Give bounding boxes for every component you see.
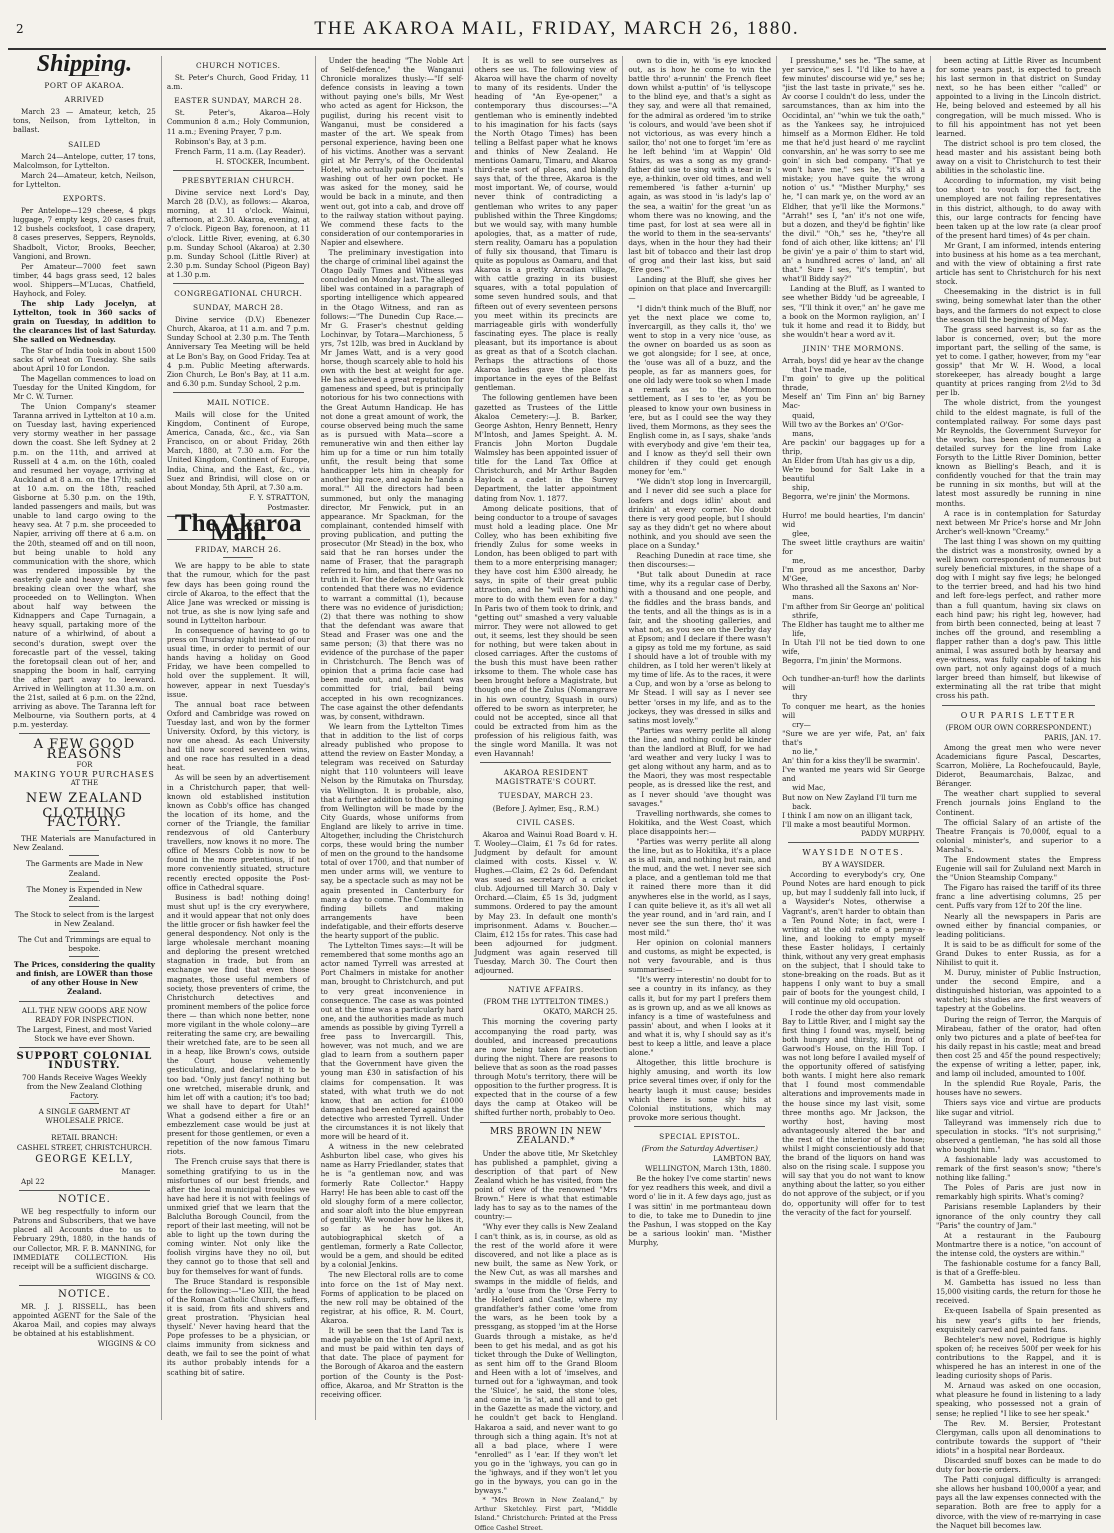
article-paragraph: The Bruce Standard is responsible for the following:—"Leo XIII, the head of the Roman Catholic Church, suffers, it is said, from fits and shivers and great prostration. 'Physician heal thyself.' Never having heard that the Pope professes to be a physician, or claims immunity from sickness and death, we fail to see the point of what its author probably intends for a scathing bit of satire. bbox=[166, 1276, 310, 1377]
notice-title: NOTICE. bbox=[58, 1288, 111, 1300]
poem-line: ship, bbox=[792, 483, 810, 493]
poem-line: mans. bbox=[792, 592, 814, 602]
column-6 bbox=[777, 56, 931, 1420]
sub-heading: (FROM OUR OWN CORRESPONDENT.) bbox=[945, 722, 1092, 732]
ad-reason: THE Materials are Manufactured in New Zealand. bbox=[13, 834, 156, 853]
article-paragraph: It will be seen that the Land Tax is made payable on the 1st of April next, and must be paid within ten days of that date. The place of payment for the Borough of Akaroa and the eastern portion of the County is the Post-office, Akaroa, and Mr Stratton is the receiving officer. bbox=[320, 1326, 464, 1399]
notice-text: WE beg respectfully to inform our Patrons and Subscribers, that we have placed all Accounts due to us to February 29th, 1880, in the hands of our Collector, MR. F. B. MANNING, for IMMEDIATE COLLECTION. His receipt will be a sufficient discharge. bbox=[13, 1207, 156, 1271]
flag-box bbox=[167, 510, 310, 547]
sub-heading: CIVIL CASES. bbox=[516, 817, 576, 827]
article-paragraph: It is said to be as difficult for some of the Grand Dukes to enter Russia, as for a Nihilist to quit it. bbox=[935, 939, 1101, 967]
poem-line: I'm proud as me ancesthor, Darby M'Gee, bbox=[782, 565, 925, 584]
article-paragraph: Bechteler's new novel, Rodrigue is highly spoken of; he receives 500f per week for his contributions to the Rappel, and it is whispered he has an interest in one of the leading curiosity shops of Paris. bbox=[935, 1334, 1101, 1381]
article-paragraph: We are happy to be able to state that the rumour, which for the past few days has been going round the circle of Akaroa, to the effect that the Alice Jane was wrecked or missing is not true, as she is now lying safe and sound in Lyttelton harbour. bbox=[166, 561, 310, 625]
article-paragraph: Among delicate positions, that of being conductor to a troupe of savages must hold a leading place. One Mr Colley, who has been exhibiting five friendly Zulus for some weeks in London, has been obliged to part with them to a more enterprising manager; they have cost him £300 already, he says, in spite of their great public attraction, and he "will have nothing more to do with them even for a day." In Paris two of them took to drink, and "getting out" smashed a very valuable mirror. They were not allowed to get out, it seems, lest they should be seen for nothing, but were taken about in closed carriages. After the customs of the bush this must have been rather irksome to them. The whole case has been brought before a Magistrate, but though one of the Zulus (Nomangrave in his own country, Squash in ours) offered to be sworn as interpreter, he could not be accepted, since all that could be extracted from him as the profession of his religious faith, was the single word Manilla. It was not even Havannah! bbox=[474, 503, 618, 759]
column-1 bbox=[8, 51, 162, 1420]
article-paragraph: The following gentlemen have been gazetted as Trustees of the Little Akaloa Cemetery:—J. B. Barker, George Ashton, Henry Bennett, Henry M'Intosh, and James Speight. A. M. Francis John Morton Dugdale Walmsley has been appointed issuer of title for the Land Tax Office at Christchurch, and Mr Arthur Bagden Haylock a cadet in the Survey Department, the latter appointment dating from Nov. 1. 1877. bbox=[474, 393, 618, 503]
article-paragraph: "Parties was werry perlite all along the line, and nothing could be kinder than the landlord at Bluff, for we had 'ard weather and very lucky I was to get along without any harm, and as to the Maori, they was most respectable people, as is dressed like the rest, and as I never should 'ave thought was savages." bbox=[628, 725, 772, 808]
divider bbox=[942, 705, 1095, 706]
ad-reason: The Cut and Trimmings are equal to bespoke. bbox=[18, 934, 151, 954]
ad-reason: The Garments are Made in New Zealand. bbox=[25, 859, 143, 878]
divider bbox=[19, 1001, 150, 1002]
article-paragraph: been acting at Little River as Incumbent for some years past, is expected to preach his last sermon in that district on Sunday next, so he has been either "called" or appointed to a living in the Lincoln district. He, being beloved and esteemed by all his congregation, will be much missed. Who is to fill his appointment has not yet been learned. bbox=[935, 56, 1101, 138]
byline: BY A WAYSIDER. bbox=[822, 860, 885, 870]
article-paragraph: The weather chart supplied to several French journals joins England to the Continent. bbox=[935, 789, 1101, 817]
divider bbox=[69, 855, 99, 856]
ad-line: AT THE bbox=[70, 778, 99, 787]
section-heading: MAIL NOTICE. bbox=[206, 397, 270, 407]
article-paragraph: Landing at the Bluff, as I wanted to see whether Biddy 'ud be agreeable, I ses, "I'll think it over," an' he gave me a book on the Mormon rayligion, an' I tuk it home and read it to Biddy, but she wouldn't hear a word av it. bbox=[782, 284, 925, 339]
article-paragraph: "But talk about Dunedin at race time, why its a regular case of Derby, with a thousand and one people, and the fiddles and the brass bands, and the tents, and all the things as is in a fair, and the shooting galleries, and what not, as you see on the Derby day at Epsom; and I declare if there wasn't a gipsy as told me my fortune, as said I should have a lot of trouble with my children, as I told her weren't likely at my time of life. As to the races, it were a Cup, and won by a 'orse as belong to Mr Stead. I will say as I never see better 'orses in my life, and as to the jockeys, they was dressed in silks and satins most lovely." bbox=[628, 570, 772, 725]
poem-line: The Eldher has taught me to alther me bbox=[782, 619, 924, 629]
poem-line: back. bbox=[792, 801, 812, 811]
article-paragraph: The Rev. M. Bersier, Protestant Clergyman, calls upon all denominations to contribute towards the support of "their idiots" in a hospital near Bordeaux. bbox=[935, 1418, 1101, 1455]
poem-line: I'm afther from Sir George an' political bbox=[782, 601, 925, 611]
article-paragraph: M. Arnaud was asked on one occasion, what pleasure he found in listening to a lady speaking, who possessed not a grain of sense; he replied "I like to see her speak." bbox=[935, 1381, 1101, 1418]
poem-line: glee, bbox=[792, 528, 810, 538]
ad-line: CLOTHING FACTORY. bbox=[42, 806, 127, 831]
divider bbox=[788, 842, 919, 843]
article-paragraph: Under the above title, Mr Sketchley has published a pamphlet, giving a description of that part of New Zealand which he has visited, from the point of view of the renowned "Mrs Brown." Here is what that estimable lady has to say as to the names of the country:— bbox=[474, 1148, 618, 1222]
column-7 bbox=[931, 56, 1106, 1530]
divider bbox=[19, 733, 150, 734]
sub-heading: TUESDAY, MARCH 23. bbox=[498, 791, 594, 801]
article-paragraph: The Poles of Paris are just now in remarkably high spirits. What's coming? bbox=[935, 1183, 1101, 1202]
poem-line: "Sure we are yer wife, Pat, an' faix that's bbox=[782, 728, 925, 747]
article-paragraph: The district school is pro tem closed, the head master and his assistant being both away on a visit to Christchurch to test their abilities in the scholastic line. bbox=[935, 138, 1101, 176]
notice-text: Robinson's Bay, at 3 p.m. bbox=[174, 136, 267, 146]
notice-signature: WIGGINS & CO bbox=[97, 1339, 156, 1349]
article-paragraph: The grass seed harvest is, so far as the labor is concerned, over; but the more important part, the selling of the same, is yet to come. I gather, however, from my "ear gossip" that Mr W. H. Wood, a local storekeeper, has already bought a large quantity at prices ranging from 2½d to 3d per lb. bbox=[935, 324, 1101, 398]
ad-retail: RETAIL BRANCH: bbox=[51, 1132, 118, 1142]
poem-line: wid Mac, bbox=[792, 783, 826, 793]
article-paragraph: Talleyrand was immensely rich due to speculation in stocks. "It's not surprising," observed a gentleman, "he has sold all those who bought him." bbox=[935, 1117, 1101, 1154]
poem-line: Will two av the Borkes an' O'Gor- bbox=[782, 419, 904, 429]
poem-line: An' thin for a kiss they'll be swarmin'. bbox=[782, 756, 920, 766]
article-paragraph: own to die in, with 'is eye knocked out, as is how he come to win the battle thro' a-runnin' the French fleet down whilst a-puttin' of 'is tellyscope to the blind eye, and that's a sight as they say, and were all that remained, for the admiral as ordered 'im to strike 'is colours, and would 'ave been shot if not victorious, as was every hinch a sailor, tho' not one to forget 'im 'ere as he left behind 'im at Wappin' Old Stairs, as was a song as my grand-father did use to sing with a tear in 's eye, a-thinkin, over old times, and well remembered 'is father a-turnin' up again, as was stood in 'is lady's lap o' the sea, a waitin' for the great 'un as whom there was no knowing, and the time past, for lost at sea were all in the world to them in the sea-servants' days, when in the hour they had their last bit of tobacco and their last drop of grog and their last kiss, but said 'Ere goes.'" bbox=[628, 56, 772, 275]
article-paragraph: Ex-queen Isabella of Spain presented as his new year's gifts to her friends, exquisitely carved and painted fans. bbox=[935, 1306, 1101, 1334]
news-item: The Magellan commences to load on Tuesday for the United Kingdom, for Mr C. W. Turner. bbox=[13, 373, 156, 401]
divider bbox=[69, 1103, 99, 1104]
news-item: The Star of India took in about 1500 sacks of wheat on Tuesday. She sails about April 10 for London. bbox=[13, 345, 156, 373]
poem-line: mans, bbox=[792, 428, 814, 438]
article-paragraph: The annual boat race between Oxford and Cambridge was rowed on Tuesday last, and won by the former University. Oxford, by this victory, is now one ahead. As each University had till now scored seventeen wins, and one race has resulted in a dead heat. bbox=[166, 699, 310, 773]
article-paragraph: Discarded snuff boxes can be made to do duty for box-rie orders. bbox=[935, 1455, 1101, 1475]
poem-line: Are packin' our baggages up for a thrip, bbox=[782, 437, 925, 456]
poem-line: We're bound for Salt Lake in a beautiful bbox=[782, 465, 925, 484]
article-paragraph: M. Duruy, minister of Public Instruction, under the second Empire, and a distinguished historian, was appointed to a watchet; his studies are the first weavers of tapestry at the Gobelins. bbox=[935, 968, 1101, 1014]
divider bbox=[173, 283, 304, 284]
poem-line bbox=[782, 665, 925, 674]
sub-heading: (From the Saturday Advertiser.) bbox=[641, 1143, 758, 1153]
dateline: PARIS, JAN. 17. bbox=[1044, 732, 1101, 742]
page-number: 2 bbox=[16, 22, 24, 36]
notice-text: St. Peter's, Akaroa—Holy Communion 8 a.m.; Holy Communion, 11 a.m.; Evening Prayer, 7 p.m. bbox=[166, 108, 310, 136]
article-paragraph: The Patti conjugal difficulty is arranged: she allows her husband 100,000f a year, and pays all the law expenses connected with the separation. Both are free to apply for a divorce, with the view of re-marrying in case the Naquet bill becomes law. bbox=[935, 1475, 1101, 1530]
article-paragraph: Reaching Dunedin at race time, she then discourses:— bbox=[628, 551, 772, 570]
divider bbox=[69, 830, 99, 831]
sub-heading: EASTER SUNDAY, MARCH 28. bbox=[174, 96, 303, 106]
article-paragraph: We learn from the Lyttelton Times that in addition to the list of corps already published who propose to attend the review on Easter Monday, a telegram was received on Saturday night that 110 volunteers will leave Nelson by the Rimutaka on Thursday, via Wellington. It is probable, also, that a further addition to those coming from Wellington will be made by the City Guards, whose uniforms from England are likely to arrive in time. Altogether, including the Christchurch corps, these would bring the number of men on the ground to the handsome total of over 1700, and that number of men under arms will, we venture to say, be a spectacle such as may not be again presented in Canterbury for many a day to come. The Committee in finding billets and making arrangements have been indefatigable, and their efforts deserve the hearty support of the public. bbox=[320, 721, 464, 940]
article-paragraph: A race is in contemplation for Saturday next between Mr Price's horse and Mr John Archer's well-known "Creamy." bbox=[935, 508, 1101, 536]
notice-text: Divine service next Lord's Day, March 28 (D.V.), as follows:— Akaroa, morning, at 11 o'clock. Wainui, afternoon, at 2.30. Akaroa, evening, at 7 o'clock. Pigeon Bay, forenoon, at 11 o'clock. Little River, evening, at 6.30 p.m. Sunday School (Akaroa) at 2.30 p.m. Sunday School (Little River) at 2.30 p.m. Sunday School (Pigeon Bay) at 1.30 p.m. bbox=[166, 188, 310, 279]
article-paragraph: Akaroa and Wainui Road Board v. H. T. Wooley—Claim, £1 7s 6d for rates. Judgment by default for amount claimed with costs. Kissel v. W. Hughes.—Claim, £2 2s 6d. Defendant was sued as secretary of a cricket club. Adjourned till March 30. Daly v Orchard.—Claim, £5 1s 3d, judgment summons. Ordered to pay the amount by May 23. In default one month's imprisonment. Adams v. Boucher.—Claim, £12 15s for rates. This case had been adjourned for judgment. Judgment was again reserved till Tuesday, March 30. The Court then adjourned. bbox=[474, 829, 618, 976]
dateline: OKATO, MARCH 25. bbox=[543, 1007, 618, 1017]
column-2 bbox=[162, 56, 316, 1420]
article-paragraph: It is as well to see ourselves as others see us. The following view of Akaroa will have the charm of novelty to many of its residents. Under the heading of "An Eye-opener," a contemporary thus discourses:—"A gentleman who is eminently indebted to his imagination for his facts (says the North Otago Times) has been telling a Belfast paper what he knows and thinks of New Zealand. He mentions Oamaru, Timaru, and Akaroa third-rate sort of places, and blandly says that, of the three, Akaroa is the most important. We, of course, would never think of contradicting a gentleman who writes to any paper published within the Three Kingdoms; but we would say, with many humble apologies, that, as a matter of rude, stern reality, Oamaru has a population of fully six thousand, that Timaru is quite as populous as Oamaru, and that Akaroa is a pretty Arcadian village, with cattle grazing in its busiest squares, with a total population of some seven hundred souls, and that fifteen out of every seventeen persons you meet within its precincts are marriageable girls with wonderfully fascinating eyes. The place is really pleasant, but its importance is about as great as that of a Scotch clachan. Perhaps the attractions of those Akaroa ladies gave the place its importance in the eyes of the Belfast gentleman. bbox=[474, 56, 618, 393]
poem-line: I'm goin' to give up the political thrade, bbox=[782, 374, 925, 393]
poem-line: The sweet little craythurs are waitin' for bbox=[782, 537, 925, 556]
ad-line: NEW ZEALAND bbox=[25, 790, 143, 806]
arrived-text: March 23 — Amateur, ketch, 25 tons, Neilson, from Lyttelton, in ballast. bbox=[13, 107, 156, 135]
arrived-label: ARRIVED bbox=[64, 95, 105, 105]
ad-goods: ALL THE NEW GOODS ARE NOW READY FOR INSPECTION. bbox=[21, 1005, 147, 1024]
divider bbox=[19, 1047, 150, 1048]
article-paragraph: According to information, my visit being too short to vouch for the fact, the unemployed are not failing representatives in this district, although, to do away with this, our large contracts for fencing have been taken up at the low rate (a clear proof of the present hard times) of 4s per chain. bbox=[935, 176, 1101, 240]
masthead-title: THE AKAROA MAIL, FRIDAY, MARCH 26, 1880. bbox=[314, 18, 800, 39]
article-paragraph: "We didn't stop long in Invercargill, and I never did see such a place for loafers and dogs idlin' about and drinkin' at every corner. No doubt there is very good people, but I should say as they didn't get no where about nothink, and you should ave seen the place on a Sunday." bbox=[628, 477, 772, 550]
poem-signature: PADDY MURPHY. bbox=[861, 828, 925, 838]
poem-line: In Utah I'll not be tied down to one wife, bbox=[782, 637, 925, 656]
section-heading: AKAROA RESIDENT MAGISTRATE'S COURT. bbox=[495, 768, 597, 787]
article-paragraph: Business is bad! nothing doing! must shut up! is the cry everywhere, and it would appear that not only does the little grocer or fish hawker feel the general despondency. Not only is the large wholesale merchant moaning and deploring the present wretched stagnation in trade, but from an exchange we find that even those magnates, those useful members of society, those preventers of crime, the Christchurch detectives and prominent members of the police force there — than which none better, none more vigilant in the whole colony—are reiterating the same cry, are bewailing their wretched fate, are to be seen all in a heap, like Brown's cows, outside the Court house vehemently gesticulating, and declaring it to be too bad. "Only just fancy! nothing but one wretched, miserable drunk, and him let off with a caution; it's too bad; we shall have to depart for Utah!" What a godsend either a fire or an embezzlement case would be just at present for those gentlemen, or even a repetition of the now famous Timaru riots. bbox=[166, 892, 310, 1157]
ad-goods: The Largest, Finest, and most Varied Stock we have ever Shown. bbox=[16, 1024, 152, 1043]
divider bbox=[69, 1129, 99, 1130]
section-heading: SPECIAL EPISTOL. bbox=[659, 1131, 741, 1141]
sailed-text: March 24—Amateur, ketch, Neilson, for Lyttelton. bbox=[13, 170, 156, 189]
poem-title: JININ' THE MORMONS. bbox=[802, 343, 905, 353]
article-paragraph: A fashionable lady was accustomed to remark of the first season's snow; "there's nothing like falling." bbox=[935, 1154, 1101, 1183]
article-paragraph: Mr Grant, I am informed, intends entering into business at his home as a tea merchant, and with the view of obtaining a first rate article has sent to Christchurch for his next stock. bbox=[935, 240, 1101, 287]
section-heading: NATIVE AFFAIRS. bbox=[508, 985, 584, 995]
notice-text: French Farm, 11 a.m. (Lay Reader). bbox=[174, 146, 306, 156]
article-paragraph: Thiers says vice and virtue are products like sugar and vitriol. bbox=[935, 1098, 1101, 1117]
article-paragraph: I rode the other day from your lovely Bay to Little River, and I might say the first thing I found was, myself, being both hungry and thirsty, in front of Garwood's House, on the Hill Top. I was not long before I availed myself of the opportunity offered of satisfying both wants. I might here also remark that I found most commendable alterations and improvements made in the house since my last visit, some three months ago. Mr Jackson, the worthy host, having most advantageously altered the bar and the rest of the interior of the house; whilst I might conscientiously add that the brand of the liquors on hand was also on the rising scale. I suppose you will say that you do not want to know anything about the latter, so you either do not approve of the subject, or if you do, opportunity will offer for to test the veracity of the fact for yourself. bbox=[782, 1007, 925, 1217]
article-paragraph: A witness in the new celebrated Ashburton libel case, who gives his name as Harry Friedlander, states that he is "a gentleman now, and was formerly Rate Collector." Happy Harry! He has been able to cast off the old sloughy form of a mere collector, and soar aloft into the blue empyrean of gentility. We wonder how he likes it, so far as he has got. An autobiographical sketch of a gentleman, formerly a Rate Collector, would be a gem, and should be edited by a colonial Jenkins. bbox=[320, 1142, 464, 1270]
article-paragraph: As will be seen by an advertisement in a Christchurch paper, that well-known old established institution known as Cobb's office has changed the location of its home, and the corner of the Triangle, the familiar rendezvous of old Canterbury travellers, now knows it no more. The office of Messrs Cobb is now to be found in the more pretentious, if not more conveniently situated, structure recently erected opposite the Post-office in Cathedral square. bbox=[166, 773, 310, 892]
poem-line: no lie," bbox=[792, 747, 818, 757]
article-paragraph: Among the great men who were never Academicians figure Pascal, Descartes, Scarron, Molière, La Rochefoucauld, Bayle, Diderot, Beaumarchais, Balzac, and Béranger. bbox=[935, 742, 1101, 789]
section-heading: CHURCH NOTICES. bbox=[196, 61, 281, 70]
port-heading: PORT OF AKAROA. bbox=[44, 81, 125, 91]
sub-heading: SUNDAY, MARCH 28. bbox=[192, 303, 284, 313]
article-paragraph: Travelling northwards, she comes to Hokitika, and the West Coast, which place disappoints her:— bbox=[628, 808, 772, 836]
ad-reason: The Prices, considering the quality and finish, are LOWER than those of any other House in New Zealand. bbox=[13, 960, 155, 997]
columns bbox=[8, 51, 1106, 1532]
divider bbox=[69, 906, 99, 907]
divider bbox=[69, 881, 99, 882]
ad-headline: A FEW GOOD REASONS bbox=[33, 737, 136, 762]
poem-line: sthrife, bbox=[792, 610, 819, 620]
article-paragraph: Altogether, this little brochure is highly amusing, and worth its low price several times over, if only for the hearty laugh it must cause; besides which there is some sly hits at Colonial institutions, which may provoke more serious thought. bbox=[628, 1058, 772, 1122]
divider bbox=[19, 1190, 150, 1191]
notice-signature: WIGGINS & CO. bbox=[95, 1271, 156, 1281]
ad-single: A SINGLE GARMENT AT WHOLESALE PRICE. bbox=[38, 1107, 131, 1126]
article-paragraph: Landing at the Bluff, she gives her opinion on that place and Invercargill:— bbox=[628, 275, 772, 303]
dateline: FRIDAY, MARCH 26. bbox=[195, 545, 282, 555]
sailed-label: SAILED bbox=[68, 139, 101, 149]
ad-reason: The Money is Expended in New Zealand. bbox=[26, 884, 143, 903]
ad-manager: GEORGE KELLY, bbox=[35, 1153, 134, 1165]
divider bbox=[634, 1126, 765, 1127]
divider bbox=[173, 170, 304, 171]
poem-line: Begorra, I'm jinin' the Mormons. bbox=[782, 656, 902, 666]
poem-line: Begorra, we're jinin' the Mormons. bbox=[782, 492, 910, 502]
section-heading: MRS BROWN IN NEW ZEALAND.* bbox=[490, 1126, 602, 1146]
article-paragraph: According to everybody's cry, One Pound Notes are hard enough to pick up, but may I suddenly fall into luck, if a Waysider's Notes, otherwise a Vagrant's, aren't harder to obtain than a Ten Pound Note; in fact, were I writing at the old rate of a penny-a-line, and looking to empty myself these Easter holidays, I certainly think, without any very great emphasis on the subject, that I should take to stone-breaking on the roads. But as it happens I only want to buy a small pair of boots for the youngest child, I will continue my old occupation. bbox=[782, 870, 925, 1007]
article-paragraph: In consequence of having to go to press on Thursday night instead of our usual time, in order to permit of our hands having a holiday on Good Friday, we have been compelled to hold over the supplement. It will, however, appear in next Tuesday's issue. bbox=[166, 625, 310, 699]
article-paragraph: "Parties was werry perlite all along the line, but as to Hokitika, it's a place as is all rain, and nothing but rain, and the mud, and the wet. I never see sich a place, and a gentleman told me that it rained there more than it did anywheres else in the world, as I says, I can quite believe it, as it's all wet all the year round, and in 'ard rain, and I never see the sun there, tho' it was most mild." bbox=[628, 836, 772, 937]
news-item: The Union Company's steamer Taranna arrived in Lyttelton at 10 a.m. on Tuesday last, having experienced very stormy weather in her passage down the coast. She left Sydney at 2 p.m. on the 11th, and arrived at Russell at 4 a.m. on the 16th, coaled and resumed her voyage, arriving at Auckland at 8 a.m. on the 17th; sailed at 10 a.m. on the 18th, reached Gisborne at 5.30 p.m. on the 19th, landed passengers and mails, but was unable to land cargo owing to the heavy sea. At 7 p.m. she proceeded to Napier, arriving off there at 6 a.m. on the 20th, steamed off and on till noon, but being unable to hold any communication with the shore, which was rendered impossible by the easterly gale and heavy sea that was breaking clean over the wharf, she proceeded on to Wellington. When about half way between the Kidnappers and Cape Turnagain, a heavy squall, partaking more of the nature of a whirlwind, of about a second's duration, swept over the forecastle part of the vessel, taking the foretopsail clean out of her, and snapping the boom in half, carrying the after part away to leeward. Arrived in Wellington at 11.30 a.m. on the 21st, sailed at 6 p.m. on the 22nd, arriving as above. The Taranna left for Melbourne, via Southern ports, at 4 p.m. yesterday. bbox=[13, 402, 156, 730]
article-paragraph: I presshume," ses he. "The same, at yer sarvice," ses I. "I'd like to have a few minutes' discourse wid ye," ses he; "jist the last taste in private," ses he. Av coorse I couldn't do less, under the sarcumstances, than ax him into the Occidintal, an' "whin we tuk the oath," as the Yankees say, he introjuiced himself as a Mormon Eldher. He told me that he'd just heard o' me rayclint convarshin, an' he was sorry to see me goin' in sich bad company. "That ye won't have me," ses he, "it's all a mistake; you have quite the wrong notion o' us." "Misther Murphy," ses he, "I can mark ye, on the word av an Eldher, that ye'll like the Mormons." "Arrah!" ses I, "an' it's not one wife, but a dozen, and they'd be fightin' like the divil." "Oh," ses he, "they're all fond of aich other, like kittens; an' I'll be givin' ye a pair o' thim to start wid, an' a hundhred acres o' land, an' all that." Sure I ses, "it's temptin', but what'll Biddy say?" bbox=[782, 56, 925, 284]
section-heading: CONGREGATIONAL CHURCH. bbox=[174, 288, 303, 298]
notice-text: St. Peter's Church, Good Friday, 11 a.m. bbox=[166, 73, 310, 92]
notice-text: MR. J. J. RISSELL, has been appointed AGENT for the Sale of the Akaroa Mail, and copies may always be obtained at his establishment. bbox=[13, 1301, 156, 1339]
exports-label: EXPORTS. bbox=[62, 194, 107, 204]
poem-line: But now on New Zayland I'll turn me bbox=[782, 792, 917, 802]
sub-heading: (Before J. Aylmer, Esq., R.M.) bbox=[492, 803, 600, 813]
section-heading: WAYSIDE NOTES. bbox=[802, 847, 905, 857]
article-paragraph: Be the hokey I've come startin' news for yez readhers this week, and divil a word o' lie in it. A few days ago, just as I was sittin' in me portmanteau down to die, to take me to Dunedin to jine the Pashun, I was stopped on the Kay be a sarious lookin' man. "Misther Murphy, bbox=[628, 1174, 772, 1247]
article-paragraph: Her opinion on colonial manners and customs, as might be expected, is not very favourable, and is thus summarised:— bbox=[628, 938, 772, 975]
masthead-rule bbox=[8, 48, 1106, 50]
sailed-text: March 24—Antelope, cutter, 17 tons, Malcolmson, for Lyttelton. bbox=[13, 151, 156, 170]
divider bbox=[69, 956, 99, 957]
article-paragraph: During the reign of Terror, the Marquis of Mirabeau, father of the orator, had often only two pictures and a plate of beef-tea for his daily repast in his castle; meat and bread then cost 25 and 45f the pound respectively; the expense of writing a letter, paper, ink, and lamp oil included, amounted to 100f. bbox=[935, 1014, 1101, 1079]
newspaper-flag: The Akaroa Mail. bbox=[174, 510, 302, 547]
section-heading: OUR PARIS LETTER bbox=[960, 710, 1077, 720]
ad-hands: 700 Hands Receive Wages Weekly from the New Zealand Clothing Factory. bbox=[22, 1073, 147, 1101]
article-paragraph: The official Salary of an artiste of the Theatre Français is 70,000f, equal to a colonial minister's, and superior to a Marshal's. bbox=[935, 817, 1101, 854]
column-4 bbox=[469, 56, 623, 1532]
ad-line: MAKING YOUR PURCHASES bbox=[13, 769, 155, 779]
article-paragraph: "I didn't think much of the Bluff, nor yet the next place we come to, Invercargill, as they calls it, tho' we went to stop in a very nice 'ouse, as the owner on boarded us as soon as we got alongside; for I see, at once, the 'ouse was all of a buzz, and the people, as far as manners goes, for one old lady were took so when I made a remark as to the Mormon settlement, as I ses to 'er, as you be pleased to know your own business in 'ere, but as I could see the way they lived, them Mormons, as they sees the English come in, as I says, shake 'ands with everybody and give 'em their tea, and I know as they'd sell their own children if they could get enough money for 'em." bbox=[628, 303, 772, 477]
divider bbox=[69, 931, 99, 932]
divider bbox=[480, 762, 611, 763]
article-paragraph: The Endowment states the Empress Eugenie will sail for Zululand next March in the "Union Steamship Company." bbox=[935, 854, 1101, 883]
article-paragraph: The whole district, from the youngest child to the eldest magnate, is full of the contemplated railway. For some days past Mr Reynolds, the Government Surveyor for the works, has been employed making a detailed survey for the line from Lake Forsyth to the Little River Dominion, better known as Bielling's Beach, and it is confidently vouched for that the train may be running in six months, but will at the latest most assuredly be running in nine months. bbox=[935, 398, 1101, 508]
notice-title: NOTICE. bbox=[58, 1194, 111, 1206]
dateline: WELLINGTON, March 13th, 1880. bbox=[645, 1164, 772, 1174]
article-paragraph: The preliminary investigation into the charge of criminal libel against the Otago Daily Times and Witness was concluded on Monday last. The alleged libel was contained in a paragraph of sporting intelligence which appeared in the Otago Witness, and ran as follows:—"The Dunedin Cup Race.—Mr G. Fraser's chestnut gelding Lochinvar, by Totara—Marchioness, 5 yrs, 7st 12lb, was bred in Auckland by Mr James Watt, and is a very good horse, though scarcely able to hold his own with the best at weight for age. He has achieved a great reputation for gameness and speed, but is principally notorious for his two connections with the Great Autumn Handicap. He has not done a great amount of work, the course observed being much the same as is pursued with Mata—score a remunerative win and then either lay him up for a time or run him totally unfit, the result being that some handicapper lets him in cheaply for another big race, and again he 'lands a moral.'" All the directors had been summoned, but only the managing director, Mr Fenwick, put in an appearance. Mr Spackman, for the complainant, contended himself with proving publication, and putting the prosecutor (Mr Stead) in the box, who said that he ran horses under the name of Fraser, that the paragraph referred to him, and that there was no truth in it. For the defence, Mr Garrick contended that there was no evidence to warrant a committal (1), because there was no evidence of jurisdiction; (2) that there was nothing to show that the defendant was aware that Stead and Fraser was one and the same person; (3) that there was no evidence of the purchase of the paper in Christchurch. The Bench was of opinion that a prima facie case had been made out, and defendant was committed for trial, bail being accepted in his own recognizances. The case against the other defendants was, by consent, withdrawn. bbox=[320, 247, 464, 721]
notice-signature: F. Y. STRATTON, bbox=[249, 492, 310, 502]
ad-support: SUPPORT COLONIAL INDUSTRY. bbox=[16, 1050, 153, 1071]
ad-line: FOR bbox=[76, 760, 93, 769]
column-3 bbox=[316, 56, 470, 1420]
article-paragraph: The fashionable costume for a fancy Ball, is that of a Greffe-bleu. bbox=[935, 1259, 1101, 1278]
poem-line: Och tundher-an-turf! how the darlints will bbox=[782, 674, 925, 693]
column-5 bbox=[623, 56, 777, 1420]
article-paragraph: The French cruise says that there is something gratifying to us in the misfortunes of our best friends, and after the local municipal troubles we have had here it is not with feelings of unmixed grief that we learn that the Balclutha Borough Council, from the report of their last meeting, will not be able to light up the town during the coming winter. Not only like the foolish virgins have they no oil, but they cannot go to those that sell and buy for themselves for want of funds. bbox=[166, 1157, 310, 1276]
article-paragraph: The new Electoral rolls are to come into force on the 1st of May next. Forms of application to be placed on the new roll may be obtained of the registrar, at his office, R. M. Court, Akaroa. bbox=[320, 1270, 464, 1325]
sub-heading: (FROM THE LYTTELTON TIMES.) bbox=[483, 997, 609, 1007]
article-paragraph: Cheesemaking in the district is in full swing, being somewhat later than the other bays, and the farmers do not expect to close the season till the beginning of May. bbox=[935, 287, 1101, 324]
poem-line: To conquer me heart, as the honies will bbox=[782, 701, 925, 720]
divider bbox=[223, 557, 253, 558]
poem-line: cry— bbox=[792, 719, 811, 729]
footnote: * "Mrs Brown in New Zealand," by Arthur Sketchley. First part, "Middle Island." Christchurch: Printed at the Press Office Cashel Street. bbox=[474, 1496, 618, 1532]
poem-line: quaid, bbox=[792, 410, 815, 420]
poem-line: I think I am now on an illigant tack, bbox=[782, 810, 913, 820]
notice-signature: H. STOCKER, Incumbent. bbox=[215, 156, 310, 166]
article-paragraph: The last thing I was shown on my quitting the district was a monstrosity, owned by a well known correspondent of numerous but surely beneficial mixtures, in the shape of a dog with I might say five legs; he belonged to the terrier breed, and had his two hind and left fore-legs perfect, and rather more than a full quantum, having six claws on each hind paw; his right leg, however, had from birth been connected, being at least 7 inches off the ground, and resembling a flapper rather than a dog's paw. This little animal, I was assured both by hearsay and eye-witness, was fully capable of taking his own part, not only against dogs of a much larger breed than himself, but likewise of exterminating all the rat tribe that might cross his path. bbox=[935, 536, 1101, 701]
poem-line: Hurro! me bould hearties, I'm dancin' wid bbox=[782, 510, 925, 529]
notice-text: Mails will close for the United Kingdom, Continent of Europe, America, Canada, &c., &c., via San Francisco, on or about Friday, 26th March, 1880, at 7.30 a.m. For the United Kingdom, Continent of Europe, India, China, and the East, &c., via Suez and Brindisi, will close on or about Monday, 5th April, at 7.30 a.m. bbox=[166, 410, 310, 492]
article-paragraph: Nearly all the newspapers in Paris are owned either by financial companies, or leading politicians. bbox=[935, 911, 1101, 939]
article-paragraph: M. Gambetta has issued no less than 15,000 visiting cards, the return for those he received. bbox=[935, 1278, 1101, 1306]
article-paragraph: Under the heading "The Noble Art of Self-defence," the Wanganui Chronicle moralizes thusly:—"If self-defence consists in leaving a town without paying one's bills, Mr West who acted as agent for Hickson, the pugilist, during his recent visit to Wanganui, must be considered a master of the art. We speak from personal experience, having been one of his victims. Another was a servant girl at Mr Perry's, of the Occidental Hotel, who actually paid for the man's washing out of her own pocket. He was asked for the money, said he would be back in a minute, and then went out, got into a cab, and drove off to the railway station without paying. We commend these facts to the consideration of our contemporaries in Napier and elsewhere. bbox=[320, 56, 464, 247]
divider bbox=[19, 1285, 150, 1286]
divider bbox=[480, 979, 611, 980]
poem-line: me, bbox=[792, 556, 806, 566]
poem-line: thry bbox=[792, 692, 808, 702]
poem-line: I've wanted me years wid Sir George and bbox=[782, 765, 925, 784]
section-heading: PRESBYTERIAN CHURCH. bbox=[182, 175, 295, 185]
poem-line: An Elder from Utah has giv us a dip, bbox=[782, 456, 916, 466]
shipping-title: Shipping. bbox=[36, 51, 133, 77]
divider bbox=[173, 392, 304, 393]
divider bbox=[480, 1122, 611, 1123]
notice-signature: Postmaster. bbox=[267, 502, 310, 512]
masthead bbox=[0, 8, 1114, 48]
dateline: LAMBTON BAY, bbox=[712, 1154, 772, 1164]
article-paragraph: "Why ever they calls is New Zealand I can't think, as is, in course, as old as the rest of the world afore it were discovered, and not like a place as is new built, the same as New York, or the New Cut, as was all marshes and swamps in the middle of fields, and 'ardly a 'ouse from the 'Orse Ferry to the Holeford and Castle, where my grandfather's father come 'ome from the wars, as he been took by a pressgang, as stopped 'im at the Horse Guards through a mistake, as he'd been to get his medal, and as got his ticket through the Duke of Wellington, as sent him off to the Grand Bloom and Heen with a lot of 'imselves, and turned out for a 'ighwayman, and took the 'Sluice', he said, the stone 'oles, and come in 'is 'at, and all and to get in the Gazette as made the victory, and he couldn't get back to Hengland. Hakaroa a said, and never want to go through sich a thing again. It's not at all a bad place, where I were "enrolled" as I 'ear. If they won't let you go in the 'ighways, you can go in the 'ighways, and if they won't let you go in the byways, you can go in the byways." bbox=[474, 1222, 618, 1496]
article-paragraph: The Figaro has raised the tariff of its three franc a line advertising columns, 25 per cent. Puffs vary from 12f to 20f the line. bbox=[935, 883, 1101, 911]
poem-line: Meself an' Tim Finn an' big Barney Mac- bbox=[782, 392, 925, 411]
ad-manager-title: Manager. bbox=[121, 1166, 156, 1176]
poem-line: that I've made, bbox=[792, 365, 847, 375]
ad-reason: The Stock to select from is the largest in New Zealand. bbox=[14, 909, 155, 928]
article-paragraph: In the splendid Rue Royale, Paris, the houses have no sewers. bbox=[935, 1079, 1101, 1098]
ad-address: CASHEL STREET, CHRISTCHURCH. bbox=[16, 1142, 152, 1152]
article-paragraph: The Lyttelton Times says:—It will be remembered that some months ago an actor named Tyrrell was arrested at Port Chalmers in mistake for another man, brought to Christchurch, and put to very great inconvenience in consequence. The case as was pointed out at the time was a particularly hard one, and the authorities made as much amends as possible by giving Tyrrell a free pass to Invercargill. This, however, was not much, and we are glad to learn from a southern paper that the Government have given the young man £30 in satisfaction of his claims for compensation. It was stated, with what truth we do not know, that an action for £1000 damages had been entered against the detective who arrested Tyrrell. Under the circumstances it is not likely that more will be heard of it. bbox=[320, 941, 464, 1142]
poem bbox=[782, 356, 925, 829]
poem-line: Arrah, boys! did ye hear av the change bbox=[782, 356, 924, 365]
poem-line: life, bbox=[792, 628, 806, 638]
poem-line: I'll make a most beautiful Mormon. bbox=[782, 819, 911, 829]
article-paragraph: "It's werry interestin' no doubt for to see a country in its infancy, as they calls it, but for my part I prefers them as is grown up, and as we all knows as infancy is a time of wastefulness and passin' about, and when I looks at it and what it is, why I should say as it's best to keep a little, and leave a place alone." bbox=[628, 975, 772, 1058]
poem-line bbox=[782, 502, 925, 511]
notice-text: Divine service (D.V.) Ebenezer Church, Akaroa, at 11 a.m. and 7 p.m. Sunday School at 2.30 p.m. The Tenth Anniversary Tea Meeting will be held at Le Bon's Bay, on Good Friday. Tea at 4 p.m. Public Meeting afterwards. Zion Church, Le Bon's Bay, at 11 a.m. and 6.30 p.m. Sunday School, 2 p.m. bbox=[166, 315, 310, 388]
article-paragraph: This morning the covering party accompanying the road party, was doubled, and increased precautions are now being taken for protection during the night. There are reasons to believe that as soon as the road passes through Motu's territory, there will be opposition to the further progress. It is expected that in the course of a few days the camp at Otakeo will be shifted further north, probably to Oeo. bbox=[474, 1017, 618, 1118]
news-item: The ship Lady Jocelyn, at Lyttelton, took in 360 sacks of grain on Tuesday, in addition to the clearances list of last Saturday. She sailed on Wednesday. bbox=[13, 299, 156, 345]
poem-line: Who thrashed all the Saxons an' Nor- bbox=[782, 583, 919, 593]
article-paragraph: At a restaurant in the Faubourg Montmartre there is a notice, "on account of the intense cold, the oysters are within." bbox=[935, 1230, 1101, 1258]
exports-text: Per Amateur—7000 feet sawn timber, 44 bags grass seed, 12 bales wool. Shippers—M'Lucas, Chatfield, Hayhock, and Foley. bbox=[13, 261, 156, 298]
exports-text: Per Antelope—129 cheese, 4 pkgs luggage, 7 empty kegs, 20 cases fruit, 12 bushels cocksfoot, 1 case drapery, 8 cases preserves, Seppers, Reynolds, Shadbolt, Victor, Brooks, Beecher, Vangioni, and Brown. bbox=[13, 206, 156, 261]
article-paragraph: Parisians resemble Laplanders by their ignorance of the only country they call "Paris" the country of Jam." bbox=[935, 1202, 1101, 1230]
ad-date: Apl 22 bbox=[21, 1176, 45, 1186]
